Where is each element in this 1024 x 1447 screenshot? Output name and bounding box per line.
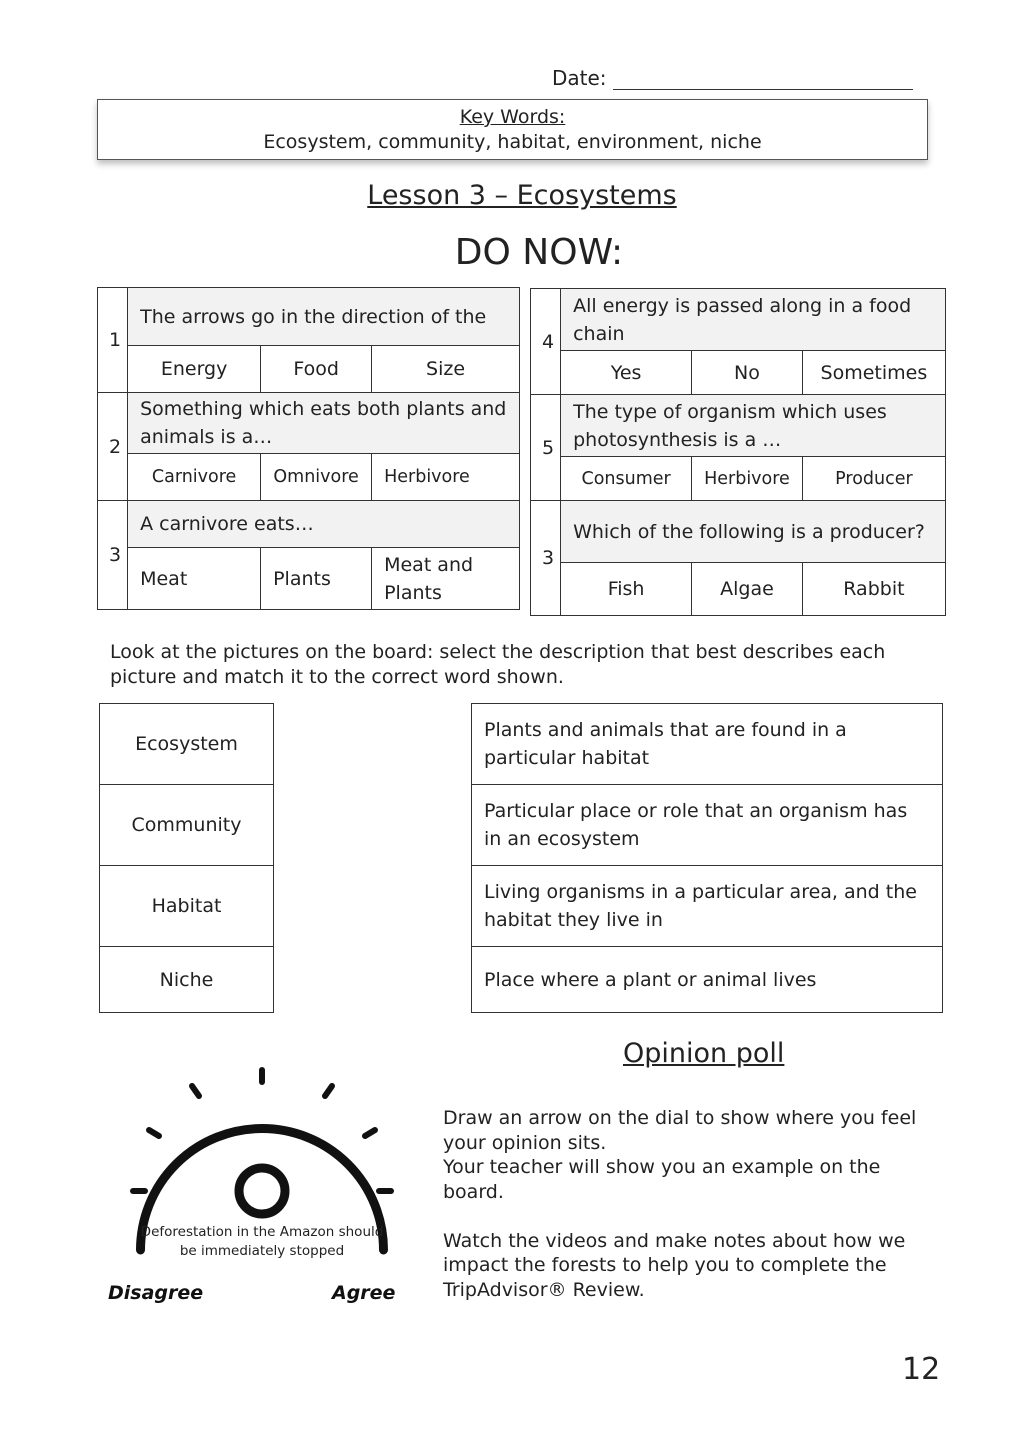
dial-pivot	[239, 1168, 285, 1214]
match-word[interactable]: Ecosystem	[100, 704, 274, 785]
do-now-quiz-right	[530, 288, 946, 616]
dial-agree-label: Agree	[332, 1282, 396, 1304]
match-word[interactable]: Community	[100, 785, 274, 866]
match-descriptions-table	[471, 703, 943, 1013]
question-number: 2	[98, 393, 128, 501]
answer-option[interactable]: Plants	[261, 548, 372, 610]
answer-option[interactable]: Algae	[692, 563, 803, 616]
opinion-poll-text	[443, 1106, 943, 1302]
answer-option[interactable]: Producer	[802, 457, 945, 501]
date-field	[552, 66, 913, 90]
question-text: Something which eats both plants and animals is a…	[128, 393, 520, 454]
answer-option[interactable]: Energy	[128, 346, 261, 393]
match-description[interactable]: Plants and animals that are found in a particular habitat	[472, 704, 943, 785]
answer-option[interactable]: Fish	[561, 563, 692, 616]
date-line[interactable]	[613, 71, 913, 90]
answer-option[interactable]: Size	[372, 346, 520, 393]
question-number: 4	[531, 289, 561, 395]
answer-option[interactable]: Herbivore	[372, 454, 520, 501]
answer-option[interactable]: Consumer	[561, 457, 692, 501]
dial-disagree-label: Disagree	[108, 1282, 204, 1304]
lesson-title: Lesson 3 – Ecosystems	[367, 180, 677, 211]
answer-option[interactable]: Yes	[561, 351, 692, 395]
question-number: 3	[531, 501, 561, 616]
do-now-quiz-left	[97, 287, 520, 610]
do-now-heading: DO NOW:	[454, 232, 624, 273]
key-words-list: Ecosystem, community, habitat, environment, niche	[263, 131, 762, 153]
question-number: 5	[531, 395, 561, 501]
match-word[interactable]: Habitat	[100, 866, 274, 947]
question-text: A carnivore eats…	[128, 501, 520, 548]
match-description[interactable]: Particular place or role that an organism has in an ecosystem	[472, 785, 943, 866]
date-label: Date:	[552, 66, 607, 90]
poll-instruction: Your teacher will show you an example on the board.	[443, 1156, 881, 1203]
match-description[interactable]: Place where a plant or animal lives	[472, 947, 943, 1013]
dial-statement-line2: be immediately stopped	[179, 1243, 345, 1259]
poll-instruction: Watch the videos and make notes about how we impact the forests to help you to complete the TripAdvisor® Review.	[443, 1229, 906, 1301]
question-number: 1	[98, 288, 128, 393]
match-description[interactable]: Living organisms in a particular area, and the habitat they live in	[472, 866, 943, 947]
answer-option[interactable]: Sometimes	[802, 351, 945, 395]
answer-option[interactable]: Carnivore	[128, 454, 261, 501]
match-word[interactable]: Niche	[100, 947, 274, 1013]
question-text: The type of organism which uses photosynthesis is a …	[561, 395, 946, 457]
question-text: All energy is passed along in a food chain	[561, 289, 946, 351]
answer-option[interactable]: Omnivore	[261, 454, 372, 501]
question-text: Which of the following is a producer?	[561, 501, 946, 563]
answer-option[interactable]: Meat and Plants	[372, 548, 520, 610]
key-words-box	[97, 99, 928, 160]
question-text: The arrows go in the direction of the	[128, 288, 520, 346]
poll-instruction: Draw an arrow on the dial to show where you feel your opinion sits.	[443, 1107, 917, 1154]
key-words-title: Key Words:	[459, 106, 566, 128]
match-words-table	[99, 703, 274, 1013]
answer-option[interactable]: Meat	[128, 548, 261, 610]
opinion-dial[interactable]	[102, 1050, 412, 1310]
page-number: 12	[902, 1352, 941, 1387]
answer-option[interactable]: Rabbit	[802, 563, 945, 616]
answer-option[interactable]: No	[692, 351, 803, 395]
question-number: 3	[98, 501, 128, 610]
answer-option[interactable]: Food	[261, 346, 372, 393]
dial-statement-line1: Deforestation in the Amazon should	[140, 1224, 384, 1240]
matching-instructions: Look at the pictures on the board: select the description that best describes each picture and match it to the correct word shown.	[110, 641, 886, 688]
answer-option[interactable]: Herbivore	[692, 457, 803, 501]
opinion-poll-title: Opinion poll	[623, 1038, 785, 1069]
